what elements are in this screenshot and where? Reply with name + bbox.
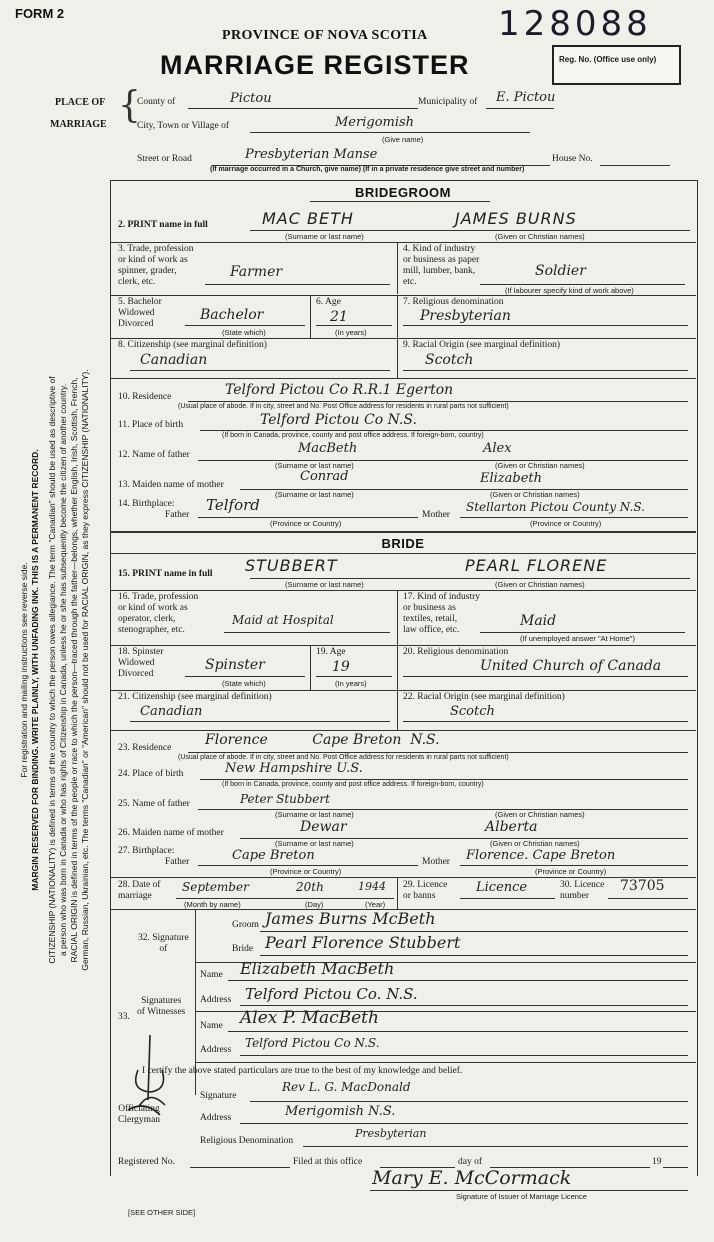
groom-given-note: (Given or Christian names) (495, 232, 585, 241)
groom-trade-value: Farmer (230, 264, 283, 280)
bride-surname: STUBBERT (245, 556, 338, 575)
groom-bp-mother-label: Mother (422, 510, 450, 520)
witness-1-name: Elizabeth MacBeth (240, 959, 395, 978)
place-brace: { (118, 85, 141, 126)
street-note: (If marriage occurred in a Church, give name) (If in a private residence give street and number) (210, 166, 525, 173)
licence-number-value: 73705 (620, 878, 665, 894)
bride-signature: Pearl Florence Stubbert (265, 933, 461, 952)
issuer-label: Signature of Issuer of Marriage Licence (456, 1192, 587, 1201)
groom-industry-note: (If labourer specify kind of work above) (505, 286, 634, 295)
w2-address-label: Address (200, 1045, 232, 1055)
page-title: MARRIAGE REGISTER (160, 50, 470, 80)
place-of-label: PLACE OF (55, 97, 106, 108)
groom-sig-label: Groom (232, 920, 259, 930)
groom-print-label: 2. PRINT name in full (118, 220, 208, 230)
day-of-label: day of (458, 1157, 483, 1167)
groom-residence-note: (Usual place of abode. If in city, street and No. Post Office address for residents in rural parts not sufficient) (178, 403, 509, 410)
groom-father-given-note: (Given or Christian names) (495, 461, 585, 470)
see-other-side: [SEE OTHER SIDE] (128, 1208, 196, 1217)
groom-given-names: JAMES BURNS (455, 209, 577, 228)
clergy-signature: Rev L. G. MacDonald (282, 1080, 411, 1094)
form-body (110, 180, 698, 1176)
bride-racial-label: 22. Racial Origin (see marginal definition) (403, 692, 565, 702)
licence-value: Licence (476, 880, 528, 895)
sidebar-line-6: German, Russian, Ukrainian, etc. The terms "Canadian" or "American" should not be used for RACIAL ORIGIN, as they express CITIZENSHIP (NATIONALITY). (80, 369, 90, 971)
bride-status-value: Spinster (205, 657, 265, 673)
licence-number-label: 30. Licence number (560, 880, 605, 901)
bride-industry-label: 17. Kind of industry or business as textiles, retail, law office, etc. (403, 592, 481, 635)
groom-mother-given-note: (Given or Christian names) (490, 490, 580, 499)
witness-2-name: Alex P. MacBeth (240, 1008, 379, 1028)
marriage-month: September (182, 880, 249, 894)
bride-status-note: (State which) (222, 679, 266, 688)
reg-no-label: Reg. No. (Office use only) (559, 55, 657, 64)
form-label: FORM 2 (15, 6, 65, 21)
year-note: (Year) (365, 900, 386, 909)
bride-residence-note: (Usual place of abode. If in city, street and No. Post Office address for residents in rural parts not sufficient) (178, 754, 509, 761)
bride-age-note: (In years) (335, 679, 367, 688)
clergy-address-label: Address (200, 1113, 232, 1123)
city-value: Merigomish (335, 115, 415, 130)
groom-father-label: 12. Name of father (118, 450, 190, 460)
clergy-flourish-mark (120, 1030, 180, 1120)
groom-surname-note: (Surname or last name) (285, 232, 364, 241)
day-note: (Day) (305, 900, 324, 909)
reg-no-box (552, 45, 681, 85)
groom-trade-label: 3. Trade, profession or kind of work as spinner, grader, clerk, etc. (118, 244, 194, 287)
city-label: City, Town or Village of (137, 121, 229, 131)
bride-status-label: 18. Spinster Widowed Divorced (118, 647, 164, 679)
groom-mother-surname: Conrad (300, 469, 349, 484)
bride-bp-father-label: Father (165, 857, 190, 867)
bride-heading: BRIDE (381, 536, 425, 551)
filed-label: Filed at this office (293, 1157, 363, 1167)
house-no-label: House No. (552, 154, 593, 164)
bride-age-label: 19. Age (316, 647, 346, 657)
groom-father-given: Alex (483, 441, 512, 456)
bride-surname-note: (Surname or last name) (285, 580, 364, 589)
clergy-label: Officiating Clergyman (118, 1104, 161, 1125)
groom-industry-label: 4. Kind of industry or business as paper mill, lumber, bank, etc. (403, 244, 480, 287)
bride-industry-note: (If unemployed answer "At Home") (520, 634, 635, 643)
bridegroom-heading: BRIDEGROOM (355, 185, 451, 200)
bride-given-names: PEARL FLORENE (465, 556, 608, 575)
bride-bp-father-value: Cape Breton (232, 848, 315, 863)
witness-2-address: Telford Pictou Co N.S. (245, 1036, 380, 1050)
year-prefix-label: 19 (652, 1157, 662, 1167)
street-label: Street or Road (137, 154, 192, 164)
bride-father-label: 25. Name of father (118, 799, 190, 809)
bride-bp-mother-note: (Province or Country) (535, 867, 607, 876)
groom-residence-label: 10. Residence (118, 392, 172, 402)
bride-birthplace-value: New Hampshire U.S. (225, 761, 363, 776)
w2-name-label: Name (200, 1021, 223, 1031)
groom-racial-label: 9. Racial Origin (see marginal definition) (403, 340, 561, 350)
bride-age-value: 19 (332, 659, 350, 675)
groom-surname: MAC BETH (262, 209, 354, 228)
street-value: Presbyterian Manse (245, 147, 378, 162)
groom-birthplace-label: 11. Place of birth (118, 420, 184, 430)
registration-number-handwritten: 128088 (498, 4, 652, 44)
marriage-day: 20th (296, 880, 324, 894)
groom-bp-father-value: Telford (206, 496, 260, 514)
groom-age-value: 21 (330, 309, 348, 325)
bride-religion-label: 20. Religious denomination (403, 647, 509, 657)
witness-number: 33. (118, 1012, 130, 1022)
groom-bp-mother-value: Stellarton Pictou County N.S. (466, 500, 645, 514)
county-label: County of (137, 97, 176, 107)
bride-citizenship-value: Canadian (140, 704, 203, 719)
bride-industry-value: Maid (520, 613, 557, 629)
groom-status-value: Bachelor (200, 307, 264, 323)
bride-residence-value: Florence Cape Breton N.S. (205, 732, 440, 748)
groom-mother-surname-note: (Surname or last name) (275, 490, 354, 499)
bride-mother-given-note: (Given or Christian names) (490, 839, 580, 848)
give-name-note: (Give name) (382, 135, 424, 144)
w1-name-label: Name (200, 970, 223, 980)
bride-father-value: Peter Stubbert (240, 792, 330, 806)
groom-religion-label: 7. Religious denomination (403, 297, 504, 307)
sidebar-line-1: For registration and mailing instructions see reverse side. (19, 562, 29, 778)
clergy-denomination: Presbyterian (355, 1127, 427, 1140)
witness-label: Signatures of Witnesses (137, 996, 186, 1017)
province-heading: PROVINCE OF NOVA SCOTIA (222, 28, 428, 43)
bride-birthplace-label: 24. Place of birth (118, 769, 184, 779)
sidebar-line-2: MARGIN RESERVED FOR BINDING. WRITE PLAINLY, WITH UNFADING INK. THIS IS A PERMANENT RECORD. (30, 449, 40, 891)
groom-birthplace-value: Telford Pictou Co N.S. (260, 412, 417, 428)
county-value: Pictou (230, 91, 272, 106)
bride-bp-father-note: (Province or Country) (270, 867, 342, 876)
marriage-year: 1944 (358, 880, 386, 893)
bride-given-note: (Given or Christian names) (495, 580, 585, 589)
groom-birthplace-note: (If born in Canada, province, county and post office address. If foreign-born, country) (222, 432, 484, 439)
groom-age-label: 6. Age (316, 297, 341, 307)
bride-mother-label: 26. Maiden name of mother (118, 828, 224, 838)
bride-mother-surname-note: (Surname or last name) (275, 839, 354, 848)
marriage-label: MARRIAGE (50, 119, 107, 130)
bride-bp-mother-label: Mother (422, 857, 450, 867)
bride-sig-label: Bride (232, 944, 254, 954)
groom-mother-given: Elizabeth (480, 471, 543, 486)
municipality-value: E. Pictou (496, 90, 556, 105)
bride-bp-label: 27. Birthplace: (118, 846, 175, 856)
clergy-denomination-label: Religious Denomination (200, 1136, 294, 1146)
sidebar-line-3: CITIZENSHIP (NATIONALITY) is defined in terms of the country to which the person owes allegiance. The term "Canadian" should be used as descriptive of (47, 376, 57, 964)
bride-residence-label: 23. Residence (118, 743, 172, 753)
sidebar-line-4: a person who was born in Canada or who has rights of Citizenship in Canada, unless he or she has subsequently become the citizen of another country. (58, 383, 68, 957)
groom-age-note: (In years) (335, 328, 367, 337)
groom-bp-father-note: (Province or Country) (270, 519, 342, 528)
clergy-signature-label: Signature (200, 1091, 237, 1101)
clergy-address: Merigomish N.S. (285, 1104, 396, 1119)
certify-statement: I certify the above stated particulars are true to the best of my knowledge and belief. (142, 1066, 463, 1076)
bride-birthplace-note: (If born in Canada, province, county and post office address. If foreign-born, country) (222, 781, 484, 788)
groom-signature: James Burns McBeth (265, 909, 436, 928)
groom-industry-value: Soldier (535, 263, 586, 279)
groom-bp-mother-note: (Province or Country) (530, 519, 602, 528)
bride-trade-value: Maid at Hospital (232, 613, 334, 627)
bride-bp-mother-value: Florence. Cape Breton (466, 848, 616, 863)
groom-racial-value: Scotch (425, 352, 474, 368)
bride-religion-value: United Church of Canada (480, 658, 662, 674)
bride-mother-surname: Dewar (300, 819, 347, 835)
groom-religion-value: Presbyterian (420, 308, 511, 324)
witness-1-address: Telford Pictou Co. N.S. (245, 985, 418, 1003)
groom-mother-label: 13. Maiden name of mother (118, 480, 224, 490)
groom-citizenship-value: Canadian (140, 352, 208, 368)
bride-print-label: 15. PRINT name in full (118, 569, 213, 579)
w1-address-label: Address (200, 995, 232, 1005)
bride-trade-label: 16. Trade, profession or kind of work as operator, clerk, stenographer, etc. (118, 592, 199, 635)
bride-mother-given: Alberta (485, 819, 538, 835)
bride-father-surname-note: (Surname or last name) (275, 810, 354, 819)
bride-father-given-note: (Given or Christian names) (495, 810, 585, 819)
groom-citizenship-label: 8. Citizenship (see marginal definition) (118, 340, 267, 350)
municipality-label: Municipality of (418, 97, 478, 107)
groom-bp-father-label: Father (165, 510, 190, 520)
registered-no-label: Registered No. (118, 1157, 175, 1167)
issuer-signature: Mary E. McCormack (372, 1167, 572, 1189)
signature-of-label: 32. Signature of (138, 933, 189, 954)
margin-instructions (0, 180, 110, 1160)
groom-father-surname-note: (Surname or last name) (275, 461, 354, 470)
groom-status-note: (State which) (222, 328, 266, 337)
groom-bp-label: 14. Birthplace: (118, 499, 175, 509)
month-note: (Month by name) (184, 900, 241, 909)
sidebar-line-5: RACIAL ORIGIN is defined in terms of the people or race to which the person—traced through the father—belongs, whether English, Irish, Scottish, French, (69, 377, 79, 963)
groom-status-label: 5. Bachelor Widowed Divorced (118, 297, 162, 329)
bride-racial-value: Scotch (450, 704, 495, 719)
groom-residence-value: Telford Pictou Co R.R.1 Egerton (225, 382, 454, 398)
groom-father-surname: MacBeth (298, 441, 358, 456)
bride-citizenship-label: 21. Citizenship (see marginal definition) (118, 692, 272, 702)
marriage-date-label: 28. Date of marriage (118, 880, 161, 901)
licence-label: 29. Licence or banns (403, 880, 448, 901)
